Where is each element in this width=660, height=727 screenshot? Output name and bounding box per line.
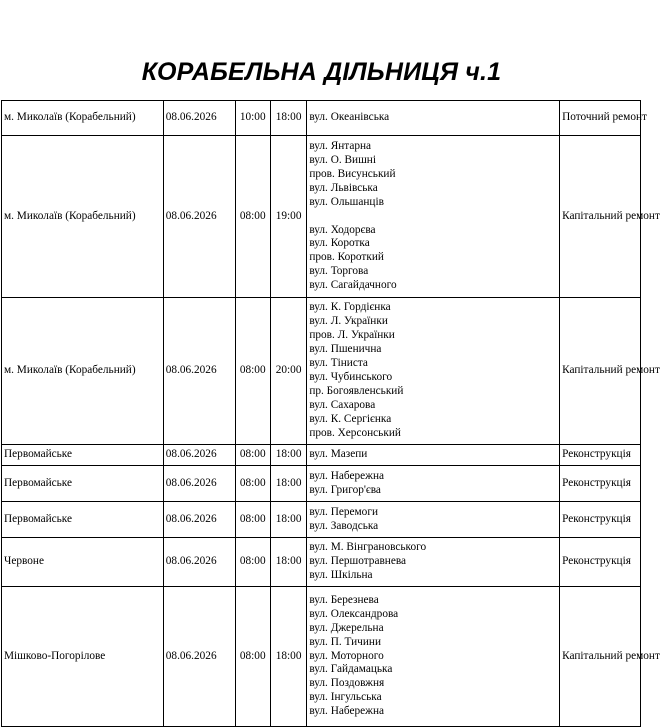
street-item: вул. Океанівська xyxy=(309,111,390,124)
location-cell: м. Миколаїв (Корабельний) xyxy=(2,101,164,136)
streets-cell xyxy=(307,136,560,298)
street-item: вул. Львівська xyxy=(309,181,378,194)
date-cell: 08.06.2026 xyxy=(163,136,235,298)
time-from-cell: 08:00 xyxy=(235,538,270,587)
table-row xyxy=(2,538,641,587)
work-type-cell: Поточний ремонт xyxy=(560,101,641,136)
date-cell: 08.06.2026 xyxy=(163,445,235,466)
street-item: вул. Мазепи xyxy=(309,448,368,461)
streets-cell xyxy=(307,502,560,538)
street-item: пров. Висунський xyxy=(309,167,396,180)
work-type-cell: Капітальний ремонт xyxy=(560,587,641,727)
street-item: вул. Тіниста xyxy=(309,357,368,370)
street-item: вул. Шкільна xyxy=(309,568,373,581)
time-from-cell: 08:00 xyxy=(235,466,270,502)
date-cell: 08.06.2026 xyxy=(163,298,235,445)
street-item: вул. Першотравнева xyxy=(309,555,407,568)
work-type-cell: Реконструкція xyxy=(560,445,641,466)
time-to-cell: 18:00 xyxy=(270,466,306,502)
time-to-cell: 18:00 xyxy=(270,502,306,538)
table-row xyxy=(2,101,641,136)
time-to-cell: 19:00 xyxy=(270,136,306,298)
location-cell: Первомайське xyxy=(2,502,164,538)
street-item: вул. Коротка xyxy=(309,237,370,250)
time-from-cell: 08:00 xyxy=(235,587,270,727)
time-to-cell: 20:00 xyxy=(270,298,306,445)
time-from-cell: 10:00 xyxy=(235,101,270,136)
location-cell: Мішково-Погорілове xyxy=(2,587,164,727)
street-item: вул. Інгульська xyxy=(309,691,382,704)
street-item: пр. Богоявленський xyxy=(309,384,404,397)
work-type-cell: Капітальний ремонт xyxy=(560,298,641,445)
time-from-cell: 08:00 xyxy=(235,136,270,298)
street-item: вул. Березнева xyxy=(309,593,379,606)
street-item: вул. Сахарова xyxy=(309,398,376,411)
street-item: вул. Григор'єва xyxy=(309,483,381,496)
table-row xyxy=(2,136,641,298)
outage-schedule-table xyxy=(1,100,660,727)
work-type-cell: Реконструкція xyxy=(560,538,641,587)
streets-cell xyxy=(307,101,560,136)
time-to-cell: 18:00 xyxy=(270,538,306,587)
street-item: вул. Янтарна xyxy=(309,139,372,152)
location-cell: м. Миколаїв (Корабельний) xyxy=(2,298,164,445)
street-item: вул. Пшенична xyxy=(309,343,382,356)
street-item: вул. Торгова xyxy=(309,265,369,278)
date-cell: 08.06.2026 xyxy=(163,502,235,538)
street-item: вул. Набережна xyxy=(309,469,385,482)
street-item: вул. Олександрова xyxy=(309,607,399,620)
work-type-cell: Капітальний ремонт xyxy=(560,136,641,298)
street-item: вул. К. Сергієнка xyxy=(309,412,392,425)
street-item: пров. Короткий xyxy=(309,251,384,264)
street-item: вул. Гайдамацька xyxy=(309,663,393,676)
work-type-cell: Реконструкція xyxy=(560,466,641,502)
schedule-body xyxy=(2,101,660,727)
location-cell: Червоне xyxy=(2,538,164,587)
streets-cell xyxy=(307,298,560,445)
street-item: вул. К. Гордієнка xyxy=(309,301,391,314)
table-row xyxy=(2,298,641,445)
date-cell: 08.06.2026 xyxy=(163,466,235,502)
location-cell: Первомайське xyxy=(2,466,164,502)
location-cell: м. Миколаїв (Корабельний) xyxy=(2,136,164,298)
street-item: вул. Сагайдачного xyxy=(309,279,397,292)
time-from-cell: 08:00 xyxy=(235,298,270,445)
time-to-cell: 18:00 xyxy=(270,587,306,727)
table-row xyxy=(2,502,641,538)
date-cell: 08.06.2026 xyxy=(163,101,235,136)
page-title: КОРАБЕЛЬНА ДІЛЬНИЦЯ ч.1 xyxy=(141,58,502,86)
street-item: вул. Набережна xyxy=(309,705,385,718)
streets-cell xyxy=(307,445,560,466)
street-item: вул. Ольшанців xyxy=(309,195,384,208)
table-row xyxy=(2,445,641,466)
street-item: пров. Херсонський xyxy=(309,426,401,439)
street-item: вул. Чубинського xyxy=(309,371,393,383)
time-to-cell: 18:00 xyxy=(270,445,306,466)
street-item: вул. Моторного xyxy=(309,649,384,662)
street-item: вул. П. Тичини xyxy=(309,635,381,648)
street-item: вул. Заводська xyxy=(309,519,379,532)
table-row xyxy=(2,466,641,502)
streets-cell xyxy=(307,466,560,502)
date-cell: 08.06.2026 xyxy=(163,587,235,727)
street-item: вул. М. Вінграновського xyxy=(309,541,427,554)
street-item: вул. Джерельна xyxy=(309,621,384,634)
work-type-cell: Реконструкція xyxy=(560,502,641,538)
date-cell: 08.06.2026 xyxy=(163,538,235,587)
streets-cell xyxy=(307,538,560,587)
location-cell: Первомайське xyxy=(2,445,164,466)
streets-cell xyxy=(307,587,560,727)
table-row xyxy=(2,587,641,727)
time-from-cell: 08:00 xyxy=(235,445,270,466)
time-from-cell: 08:00 xyxy=(235,502,270,538)
street-item: вул. О. Вишні xyxy=(309,153,376,166)
street-item: вул. Л. Українки xyxy=(309,315,388,328)
street-item: вул. Поздовжня xyxy=(309,677,385,690)
street-item: пров. Л. Українки xyxy=(309,329,395,342)
street-item: вул. Перемоги xyxy=(309,505,379,518)
street-item: вул. Ходорєва xyxy=(309,223,376,236)
time-to-cell: 18:00 xyxy=(270,101,306,136)
